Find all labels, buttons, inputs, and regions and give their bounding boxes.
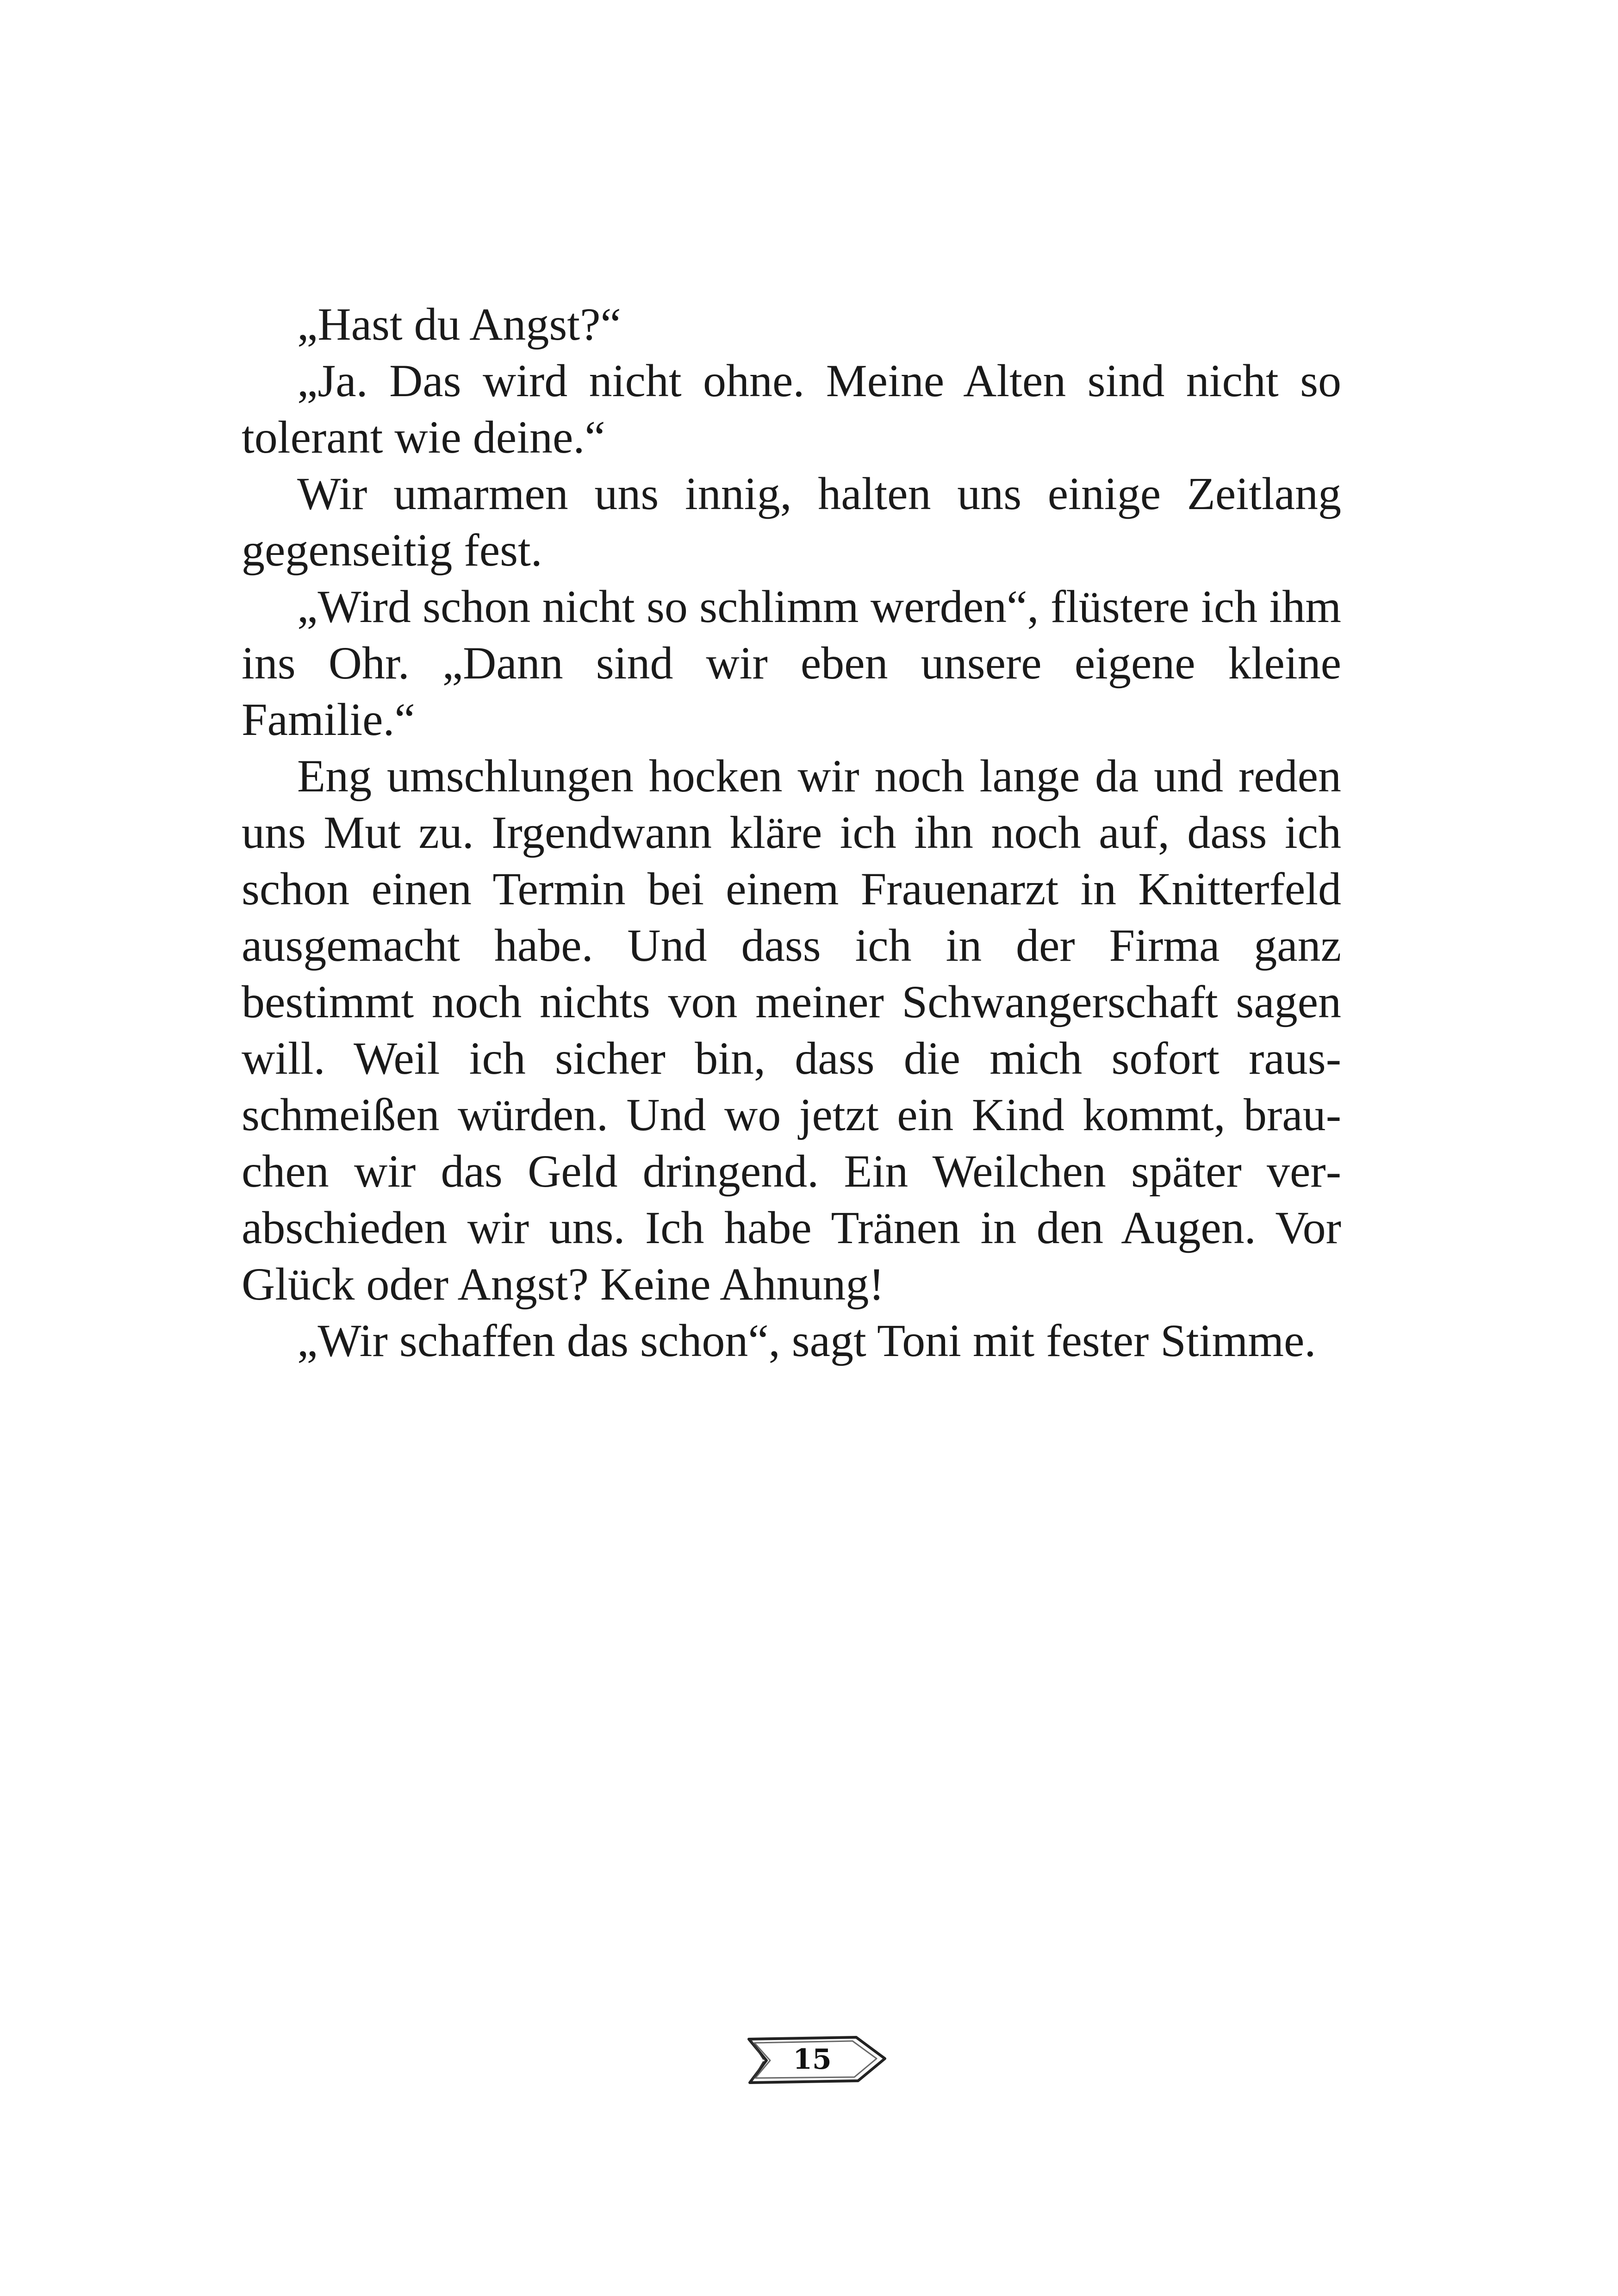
paragraph: Wir umarmen uns innig, halten uns einige Zeitlang gegenseitig fest.	[242, 468, 1341, 576]
paragraph: „Wird schon nicht so schlimm werden“, flüstere ich ihm ins Ohr. „Dann sind wir eben unsere eigene kleine Familie.“	[242, 581, 1341, 745]
paragraph: Eng umschlungen hocken wir noch lange da und reden uns Mut zu. Irgendwann kläre ich ihn noch auf, dass ich schon einen Termin bei einem Frauenarzt in Knitterfeld ausgemacht habe. Und dass ich in der Firma ganz bestimmt noch nichts von meiner Schwangerschaft sagen will. Weil ich sicher bin, dass die mich sofort rausschmeißen würden. Und wo jetzt ein Kind kommt, brauchen wir das Geld dringend. Ein Weilchen später verabschieden wir uns. Ich habe Tränen in den Augen. Vor Glück oder Angst? Keine Ahnung!	[242, 750, 1341, 1310]
page-number: 15	[793, 2043, 832, 2076]
paragraph: „Ja. Das wird nicht ohne. Meine Alten sind nicht so tolerant wie deine.“	[242, 355, 1341, 463]
paragraph: „Wir schaffen das schon“, sagt Toni mit fester Stimme.	[297, 1315, 1316, 1366]
page-number-badge	[745, 2032, 889, 2087]
body-text	[242, 296, 1341, 1369]
paragraph: „Hast du Angst?“	[297, 299, 621, 350]
